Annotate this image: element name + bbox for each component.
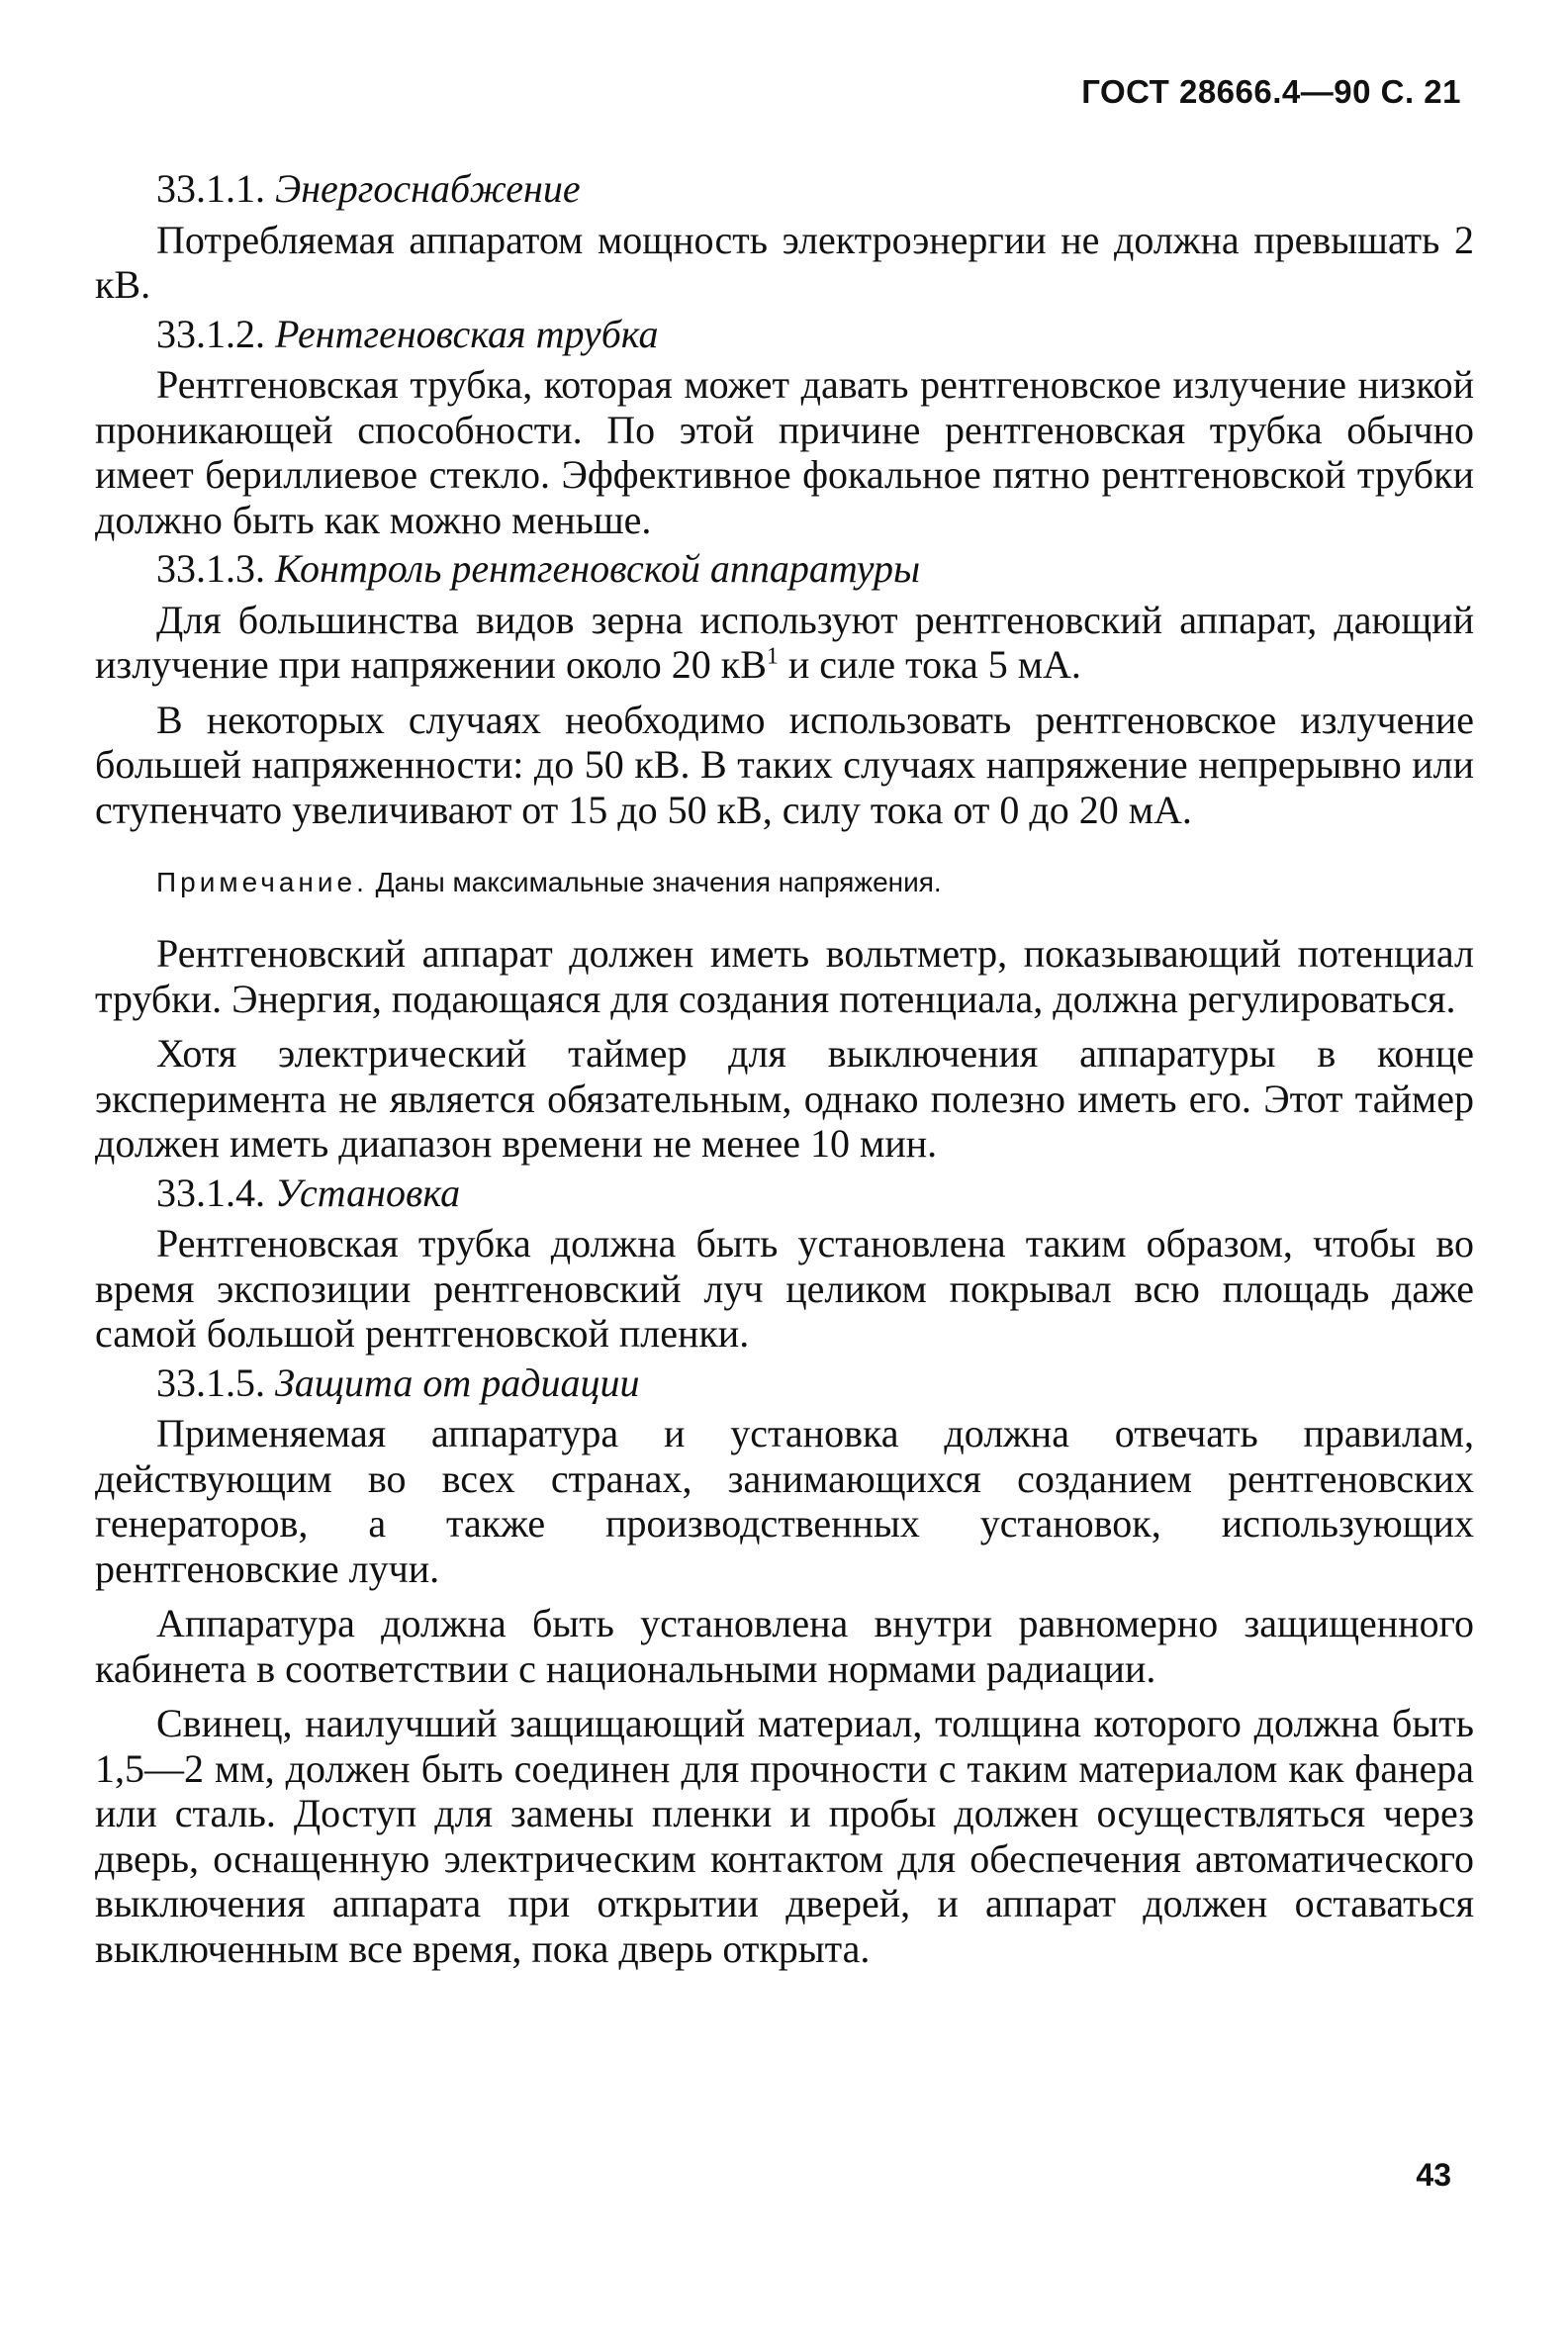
document-body xyxy=(95,162,1474,1971)
paragraph: Потребляемая аппаратом мощность электроэнергии не должна превышать 2 кВ. xyxy=(95,217,1474,307)
paragraph: Свинец, наилучший защищающий материал, толщина которого должна быть 1,5—2 мм, должен быть соединен для прочности с таким материалом как фанера или сталь. Доступ для замены пленки и пробы должен осуществляться через дверь, оснащенную электрическим контактом для обеспечения автоматического выключения аппарата при открытии дверей, и аппарат должен оставаться выключенным все время, пока дверь открыта. xyxy=(95,1701,1474,1971)
footnote-marker: 1 xyxy=(766,643,779,670)
paragraph xyxy=(95,598,1474,688)
section-title: Установка xyxy=(275,1170,461,1215)
section-heading-33-1-4 xyxy=(95,1171,1474,1216)
section-title: Защита от радиации xyxy=(275,1360,640,1405)
paragraph: Хотя электрический таймер для выключения аппаратуры в конце эксперимента не является обязательным, однако полезно иметь его. Этот таймер должен иметь диапазон времени не менее 10 мин. xyxy=(95,1031,1474,1166)
paragraph: Рентгеновская трубка должна быть установлена таким образом, чтобы во время экспозиции рентгеновский луч целиком покрывал всю площадь даже самой большой рентгеновской пленки. xyxy=(95,1221,1474,1356)
section-heading-33-1-1 xyxy=(95,166,1474,212)
page-number: 43 xyxy=(1416,2157,1451,2193)
section-number: 33.1.3. xyxy=(156,546,265,591)
note-label: Примечание. xyxy=(156,867,368,897)
note xyxy=(95,864,1474,901)
section-number: 33.1.2. xyxy=(156,311,265,356)
note-text: Даны максимальные значения напряжения. xyxy=(367,867,942,897)
section-title: Рентгеновская трубка xyxy=(275,311,659,356)
section-title: Энергоснабжение xyxy=(275,166,581,211)
section-number: 33.1.4. xyxy=(156,1170,265,1215)
paragraph-text: Для большинства видов зерна используют рентгеновский аппарат, дающий излучение при напряжении около 20 кВ xyxy=(95,597,1474,687)
section-heading-33-1-2 xyxy=(95,312,1474,357)
section-heading-33-1-5 xyxy=(95,1360,1474,1406)
paragraph-text: и силе тока 5 мА. xyxy=(778,642,1081,687)
paragraph: В некоторых случаях необходимо использовать рентгеновское излучение большей напряженности: до 50 кВ. В таких случаях напряжение непрерывно или ступенчато увеличивают от 15 до 50 кВ, силу тока от 0 до 20 мА. xyxy=(95,697,1474,832)
section-heading-33-1-3 xyxy=(95,546,1474,592)
paragraph: Применяемая аппаратура и установка должна отвечать правилам, действующим во всех странах, занимающихся созданием рентгеновских генераторов, а также производственных установок, использующих рентгеновские лучи. xyxy=(95,1411,1474,1591)
running-header: ГОСТ 28666.4—90 С. 21 xyxy=(1081,73,1461,110)
paragraph: Рентгеновский аппарат должен иметь вольтметр, показывающий потенциал трубки. Энергия, подающаяся для создания потенциала, должна регулироваться. xyxy=(95,931,1474,1021)
paragraph: Аппаратура должна быть установлена внутри равномерно защищенного кабинета в соответствии с национальными нормами радиации. xyxy=(95,1601,1474,1691)
section-number: 33.1.5. xyxy=(156,1360,265,1405)
section-number: 33.1.1. xyxy=(156,166,265,211)
section-title: Контроль рентгеновской аппаратуры xyxy=(275,546,921,591)
paragraph: Рентгеновская трубка, которая может давать рентгеновское излучение низкой проникающей способности. По этой причине рентгеновская трубка обычно имеет бериллиевое стекло. Эффективное фокальное пятно рентгеновской трубки должно быть как можно меньше. xyxy=(95,362,1474,542)
